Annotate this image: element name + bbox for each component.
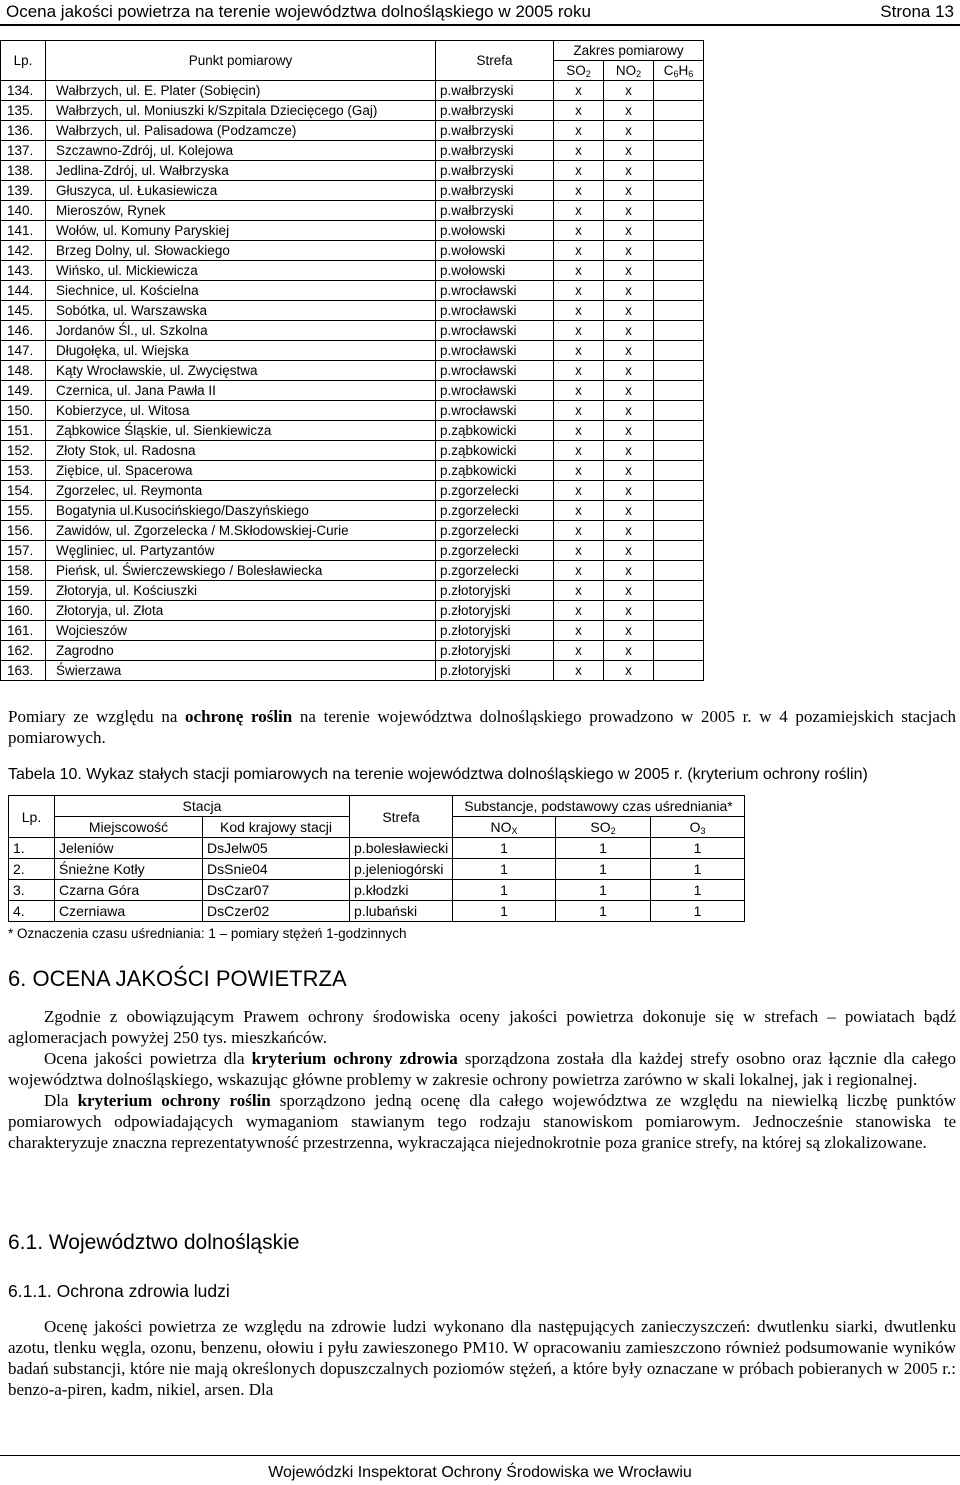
row-c6h6 (654, 661, 704, 681)
table10-footnote: * Oznaczenia czasu uśredniania: 1 – pomiary stężeń 1-godzinnych (8, 926, 407, 941)
row-zone: p.kłodzki (350, 880, 453, 901)
row-point: Zawidów, ul. Zgorzelecka / M.Skłodowskiej-Curie (46, 521, 436, 541)
table-row (1, 81, 704, 101)
row-no2: x (604, 301, 654, 321)
row-number: 150. (1, 401, 46, 421)
row-point: Brzeg Dolny, ul. Słowackiego (46, 241, 436, 261)
section-6-1-heading: 6.1. Województwo dolnośląskie (8, 1231, 300, 1254)
row-c6h6 (654, 381, 704, 401)
row-number: 162. (1, 641, 46, 661)
row-zone: p.ząbkowicki (436, 421, 554, 441)
row-number: 156. (1, 521, 46, 541)
row-zone: p.złotoryjski (436, 601, 554, 621)
table-row (9, 880, 745, 901)
row-point: Głuszyca, ul. Łukasiewicza (46, 181, 436, 201)
row-point: Świerzawa (46, 661, 436, 681)
row-so2: x (554, 521, 604, 541)
header-c6h6: $C_6H_6$ (654, 61, 704, 81)
row-point: Długołęka, ul. Wiejska (46, 341, 436, 361)
row-so2: x (554, 81, 604, 101)
row-number: 134. (1, 81, 46, 101)
table-row (1, 261, 704, 281)
table-row (1, 381, 704, 401)
row-no2: x (604, 261, 654, 281)
row-zone: p.wałbrzyski (436, 81, 554, 101)
row-so2: x (554, 301, 604, 321)
row-zone: p.złotoryjski (436, 621, 554, 641)
table-row (1, 101, 704, 121)
row-point: Złotoryja, ul. Kościuszki (46, 581, 436, 601)
plant-stations-table (8, 795, 745, 922)
row-number: 161. (1, 621, 46, 641)
row-no2: x (604, 621, 654, 641)
t2-header-lp: Lp. (9, 796, 55, 838)
row-c6h6 (654, 241, 704, 261)
row-so2: x (554, 501, 604, 521)
row-zone: p.złotoryjski (436, 661, 554, 681)
row-c6h6 (654, 201, 704, 221)
row-zone: p.wałbrzyski (436, 181, 554, 201)
row-zone: p.bolesławiecki (350, 838, 453, 859)
row-so2: x (554, 381, 604, 401)
table-row (1, 181, 704, 201)
row-c6h6 (654, 461, 704, 481)
footer-rule (0, 1455, 960, 1456)
row-no2: x (604, 541, 654, 561)
row-so2: x (554, 481, 604, 501)
row-c6h6 (654, 121, 704, 141)
row-number: 139. (1, 181, 46, 201)
row-point: Wołów, ul. Komuny Paryskiej (46, 221, 436, 241)
row-zone: p.wałbrzyski (436, 201, 554, 221)
row-code: DsSnie04 (203, 859, 350, 880)
row-number: 144. (1, 281, 46, 301)
row-zone: p.zgorzelecki (436, 521, 554, 541)
table-row (1, 661, 704, 681)
row-number: 159. (1, 581, 46, 601)
row-number: 151. (1, 421, 46, 441)
plant-protection-paragraph: Pomiary ze względu na ochronę roślin na terenie województwa dolnośląskiego prowadzono w 2005 r. w 4 pozamiejskich stacjach pomiarowych. (8, 707, 956, 747)
table-row (9, 859, 745, 880)
row-no2: x (604, 121, 654, 141)
row-number: 153. (1, 461, 46, 481)
row-so2: 1 (556, 880, 651, 901)
table-row (1, 301, 704, 321)
header-zone: Strefa (436, 41, 554, 81)
row-so2: x (554, 461, 604, 481)
row-zone: p.jeleniogórski (350, 859, 453, 880)
row-c6h6 (654, 401, 704, 421)
section-6-1-1-paragraph: Ocenę jakości powietrza ze względu na zdrowie ludzi wykonano dla następujących zanieczyszczeń: dwutlenku siarki, dwutlenku azotu, tlenku węgla, ozonu, benzenu, ołowiu i pyłu zawieszonego PM10. W opracowaniu zamieszczono również podsumowanie wyników badań substancji, które nie mają określonych dopuszczalnych poziomów stężeń, a które były oznaczane w próbach pobieranych w 2005 r.: benzo-a-piren, kadm, nikiel, arsen. Dla (8, 1317, 956, 1399)
row-c6h6 (654, 541, 704, 561)
t2-header-code: Kod krajowy stacji (203, 817, 350, 838)
row-c6h6 (654, 641, 704, 661)
row-no2: x (604, 201, 654, 221)
row-point: Szczawno-Zdrój, ul. Kolejowa (46, 141, 436, 161)
document-title: Ocena jakości powietrza na terenie województwa dolnośląskiego w 2005 roku (6, 2, 591, 21)
row-number: 149. (1, 381, 46, 401)
row-so2: x (554, 421, 604, 441)
row-zone: p.wrocławski (436, 341, 554, 361)
table-row (1, 561, 704, 581)
row-point: Zgorzelec, ul. Reymonta (46, 481, 436, 501)
row-no2: x (604, 661, 654, 681)
row-number: 152. (1, 441, 46, 461)
row-number: 1. (9, 838, 55, 859)
row-zone: p.wrocławski (436, 381, 554, 401)
t2-header-o3: $O_3$ (651, 817, 745, 838)
row-point: Jordanów Śl., ul. Szkolna (46, 321, 436, 341)
row-no2: x (604, 381, 654, 401)
measurement-points-table (0, 40, 704, 681)
row-number: 137. (1, 141, 46, 161)
row-c6h6 (654, 561, 704, 581)
footer-text: Wojewódzki Inspektorat Ochrony Środowiska we Wrocławiu (268, 1464, 692, 1481)
row-point: Sobótka, ul. Warszawska (46, 301, 436, 321)
row-zone: p.lubański (350, 901, 453, 922)
section-6-paragraph-1: Zgodnie z obowiązującym Prawem ochrony środowiska oceny jakości powietrza dokonuje się w strefach – powiatach bądź aglomeracjach powyżej 250 tys. mieszkańców. (8, 1007, 956, 1047)
row-so2: x (554, 341, 604, 361)
row-no2: x (604, 181, 654, 201)
row-point: Czernica, ul. Jana Pawła II (46, 381, 436, 401)
row-zone: p.wołowski (436, 221, 554, 241)
row-number: 138. (1, 161, 46, 181)
row-no2: x (604, 481, 654, 501)
t2-header-substances: Substancje, podstawowy czas uśredniania* (453, 796, 745, 817)
row-no2: x (604, 281, 654, 301)
row-no2: x (604, 601, 654, 621)
row-no2: x (604, 641, 654, 661)
row-number: 147. (1, 341, 46, 361)
row-so2: x (554, 241, 604, 261)
row-so2: x (554, 641, 604, 661)
row-code: DsCzer02 (203, 901, 350, 922)
row-no2: x (604, 101, 654, 121)
table-row (1, 601, 704, 621)
row-point: Ziębice, ul. Spacerowa (46, 461, 436, 481)
row-so2: 1 (556, 859, 651, 880)
page-footer (0, 1455, 960, 1482)
row-point: Zagrodno (46, 641, 436, 661)
row-point: Siechnice, ul. Kościelna (46, 281, 436, 301)
row-number: 158. (1, 561, 46, 581)
row-point: Wałbrzych, ul. Moniuszki k/Szpitala Dziecięcego (Gaj) (46, 101, 436, 121)
table-row (1, 361, 704, 381)
row-c6h6 (654, 81, 704, 101)
row-c6h6 (654, 481, 704, 501)
row-so2: x (554, 561, 604, 581)
header-lp: Lp. (1, 41, 46, 81)
table-row (1, 641, 704, 661)
row-c6h6 (654, 441, 704, 461)
row-number: 136. (1, 121, 46, 141)
row-point: Wojcieszów (46, 621, 436, 641)
row-zone: p.ząbkowicki (436, 441, 554, 461)
row-no2: x (604, 521, 654, 541)
row-point: Złoty Stok, ul. Radosna (46, 441, 436, 461)
row-no2: x (604, 581, 654, 601)
row-nox: 1 (453, 838, 556, 859)
row-point: Węgliniec, ul. Partyzantów (46, 541, 436, 561)
row-c6h6 (654, 161, 704, 181)
row-zone: p.złotoryjski (436, 581, 554, 601)
row-so2: 1 (556, 838, 651, 859)
row-no2: x (604, 421, 654, 441)
table-row (1, 341, 704, 361)
row-so2: x (554, 441, 604, 461)
row-number: 160. (1, 601, 46, 621)
table-row (1, 121, 704, 141)
row-c6h6 (654, 521, 704, 541)
row-number: 140. (1, 201, 46, 221)
table-row (1, 501, 704, 521)
row-zone: p.wałbrzyski (436, 121, 554, 141)
table-row (1, 281, 704, 301)
row-zone: p.zgorzelecki (436, 481, 554, 501)
row-number: 143. (1, 261, 46, 281)
header-rule (0, 24, 960, 26)
row-town: Czerniawa (55, 901, 203, 922)
row-no2: x (604, 321, 654, 341)
row-c6h6 (654, 141, 704, 161)
row-no2: x (604, 561, 654, 581)
page-number: Strona 13 (880, 2, 954, 21)
row-so2: x (554, 321, 604, 341)
row-number: 141. (1, 221, 46, 241)
row-zone: p.wałbrzyski (436, 141, 554, 161)
row-zone: p.złotoryjski (436, 641, 554, 661)
section-6-heading: 6. OCENA JAKOŚCI POWIETRZA (8, 966, 347, 991)
row-nox: 1 (453, 901, 556, 922)
row-so2: x (554, 661, 604, 681)
row-number: 163. (1, 661, 46, 681)
row-c6h6 (654, 321, 704, 341)
row-number: 4. (9, 901, 55, 922)
header-so2: $SO_2$ (554, 61, 604, 81)
table-row (1, 401, 704, 421)
row-zone: p.wrocławski (436, 401, 554, 421)
section-6-paragraph-3: Dla kryterium ochrony roślin sporządzono jedną ocenę dla całego województwa ze względu na niewielką liczbę punktów pomiarowych odpowiadających wymaganiom stawianym tego rodzaju stanowiskom pomiarowym. Jednocześnie stanowiska te charakteryzuje znaczna reprezentatywność przestrzenna, wykraczająca niejednokrotnie poza granice strefy, na której są zlokalizowane. (8, 1091, 957, 1152)
row-zone: p.ząbkowicki (436, 461, 554, 481)
header-no2: $NO_2$ (604, 61, 654, 81)
row-c6h6 (654, 261, 704, 281)
row-c6h6 (654, 501, 704, 521)
row-nox: 1 (453, 880, 556, 901)
row-c6h6 (654, 601, 704, 621)
row-number: 155. (1, 501, 46, 521)
row-zone: p.wrocławski (436, 321, 554, 341)
row-point: Jedlina-Zdrój, ul. Wałbrzyska (46, 161, 436, 181)
row-point: Mieroszów, Rynek (46, 201, 436, 221)
row-town: Czarna Góra (55, 880, 203, 901)
row-c6h6 (654, 181, 704, 201)
table-row (1, 521, 704, 541)
row-point: Złotoryja, ul. Złota (46, 601, 436, 621)
row-so2: x (554, 541, 604, 561)
row-so2: x (554, 621, 604, 641)
row-point: Kąty Wrocławskie, ul. Zwycięstwa (46, 361, 436, 381)
row-number: 145. (1, 301, 46, 321)
section-6-1-1-body (8, 1316, 956, 1400)
row-c6h6 (654, 101, 704, 121)
row-so2: 1 (556, 901, 651, 922)
row-no2: x (604, 401, 654, 421)
row-town: Jeleniów (55, 838, 203, 859)
row-code: DsJelw05 (203, 838, 350, 859)
row-number: 148. (1, 361, 46, 381)
row-point: Wińsko, ul. Mickiewicza (46, 261, 436, 281)
table-row (1, 161, 704, 181)
row-so2: x (554, 261, 604, 281)
row-c6h6 (654, 421, 704, 441)
row-zone: p.wrocławski (436, 361, 554, 381)
row-zone: p.wrocławski (436, 281, 554, 301)
row-so2: x (554, 401, 604, 421)
table-row (1, 581, 704, 601)
page-header (0, 0, 960, 24)
row-so2: x (554, 161, 604, 181)
table10-caption: Tabela 10. Wykaz stałych stacji pomiarowych na terenie województwa dolnośląskiego w 2005 r. (kryterium ochrony roślin) (8, 766, 868, 783)
row-o3: 1 (651, 901, 745, 922)
table-row (1, 321, 704, 341)
row-so2: x (554, 141, 604, 161)
row-number: 154. (1, 481, 46, 501)
row-c6h6 (654, 341, 704, 361)
row-so2: x (554, 121, 604, 141)
row-so2: x (554, 581, 604, 601)
table-row (1, 481, 704, 501)
section-6-1-1-heading: 6.1.1. Ochrona zdrowia ludzi (8, 1281, 230, 1301)
t2-header-station: Stacja (55, 796, 350, 817)
row-so2: x (554, 221, 604, 241)
row-o3: 1 (651, 880, 745, 901)
row-zone: p.wołowski (436, 241, 554, 261)
row-no2: x (604, 81, 654, 101)
row-so2: x (554, 201, 604, 221)
header-range: Zakres pomiarowy (554, 41, 704, 61)
table-row (1, 421, 704, 441)
row-no2: x (604, 161, 654, 181)
row-point: Kobierzyce, ul. Witosa (46, 401, 436, 421)
row-point: Wałbrzych, ul. E. Plater (Sobięcin) (46, 81, 436, 101)
row-point: Bogatynia ul.Kusocińskiego/Daszyńskiego (46, 501, 436, 521)
row-point: Ząbkowice Śląskie, ul. Sienkiewicza (46, 421, 436, 441)
row-no2: x (604, 241, 654, 261)
t2-header-so2: $SO_2$ (556, 817, 651, 838)
row-point: Pieńsk, ul. Świerczewskiego / Bolesławiecka (46, 561, 436, 581)
table-row (1, 461, 704, 481)
section-6-body (8, 1006, 956, 1153)
row-zone: p.wołowski (436, 261, 554, 281)
table-row (1, 541, 704, 561)
row-no2: x (604, 221, 654, 241)
row-c6h6 (654, 221, 704, 241)
row-zone: p.wrocławski (436, 301, 554, 321)
section-6-paragraph-2: Ocena jakości powietrza dla kryterium ochrony zdrowia sporządzona została dla każdej strefy osobno oraz łącznie dla całego województwa dolnośląskiego, wskazując główne problemy w zakresie ochrony powietrza zarówno w skali lokalnej, jak i regionalnej. (8, 1049, 956, 1089)
row-so2: x (554, 601, 604, 621)
row-zone: p.wałbrzyski (436, 101, 554, 121)
row-code: DsCzar07 (203, 880, 350, 901)
header-point: Punkt pomiarowy (46, 41, 436, 81)
row-number: 142. (1, 241, 46, 261)
row-town: Śnieżne Kotły (55, 859, 203, 880)
row-no2: x (604, 341, 654, 361)
table-row (9, 901, 745, 922)
row-c6h6 (654, 361, 704, 381)
t2-header-zone: Strefa (350, 796, 453, 838)
row-o3: 1 (651, 859, 745, 880)
row-number: 135. (1, 101, 46, 121)
table-row (1, 201, 704, 221)
row-point: Wałbrzych, ul. Palisadowa (Podzamcze) (46, 121, 436, 141)
row-nox: 1 (453, 859, 556, 880)
row-c6h6 (654, 301, 704, 321)
t2-header-town: Miejscowość (55, 817, 203, 838)
row-no2: x (604, 141, 654, 161)
row-zone: p.zgorzelecki (436, 541, 554, 561)
row-number: 157. (1, 541, 46, 561)
table-row (1, 221, 704, 241)
row-zone: p.wałbrzyski (436, 161, 554, 181)
row-no2: x (604, 461, 654, 481)
table-row (1, 621, 704, 641)
row-zone: p.zgorzelecki (436, 561, 554, 581)
table-row (9, 838, 745, 859)
row-zone: p.zgorzelecki (436, 501, 554, 521)
row-no2: x (604, 441, 654, 461)
row-c6h6 (654, 621, 704, 641)
row-o3: 1 (651, 838, 745, 859)
row-number: 146. (1, 321, 46, 341)
row-so2: x (554, 181, 604, 201)
row-no2: x (604, 361, 654, 381)
row-number: 2. (9, 859, 55, 880)
table-row (1, 141, 704, 161)
t2-header-nox: $NO_X$ (453, 817, 556, 838)
row-c6h6 (654, 281, 704, 301)
table-row (1, 241, 704, 261)
row-c6h6 (654, 581, 704, 601)
row-so2: x (554, 361, 604, 381)
row-no2: x (604, 501, 654, 521)
row-number: 3. (9, 880, 55, 901)
table-row (1, 441, 704, 461)
row-so2: x (554, 101, 604, 121)
row-so2: x (554, 281, 604, 301)
